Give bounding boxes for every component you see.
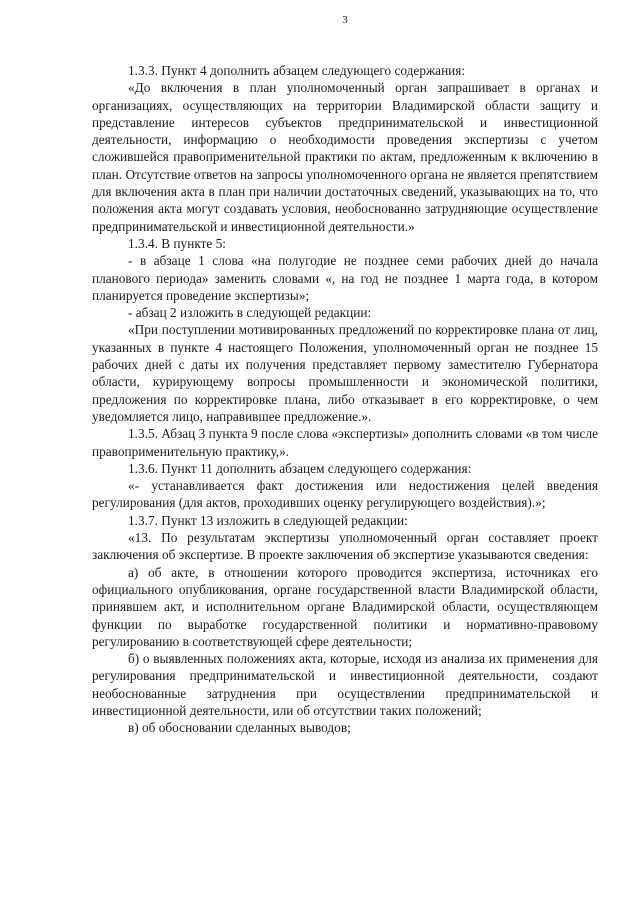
paragraph-item-13: «13. По результатам экспертизы уполномоченный орган составляет проект заключения об экспертизе. В проекте заключения об экспертизе указываются сведения: — [92, 530, 598, 563]
paragraph-quote-goals: «- устанавливается факт достижения или недостижения целей введения регулирования (для актов, проходивших оценку регулирующего воздействия).»; — [92, 478, 598, 511]
page-number: 3 — [342, 14, 348, 26]
paragraph-item-v: в) об обосновании сделанных выводов; — [128, 720, 351, 736]
paragraph-abzac-2: - абзац 2 изложить в следующей редакции: — [128, 305, 372, 321]
paragraph-1-3-4: 1.3.4. В пункте 5: — [128, 235, 226, 251]
paragraph-abzac-1: - в абзаце 1 слова «на полугодие не позднее семи рабочих дней до начала планового периода» заменить словами «, на год не позднее 1 марта года, в котором планируется проведение экспертизы»; — [92, 253, 598, 303]
paragraph-1-3-6: 1.3.6. Пункт 11 дополнить абзацем следующего содержания: — [128, 460, 472, 476]
paragraph-item-b: б) о выявленных положениях акта, которые, исходя из анализа их применения для регулирования предпринимательской и инвестиционной деятельности, создают необоснованные затруднения при осуществлении предпринимательской и инвестиционной деятельности, или об отсутствии таких положений; — [92, 651, 598, 718]
paragraph-1-3-7: 1.3.7. Пункт 13 изложить в следующей редакции: — [128, 512, 408, 528]
paragraph-1-3-5: 1.3.5. Абзац 3 пункта 9 после слова «экспертизы» дополнить словами «в том числе правоприменительную практику,». — [92, 426, 598, 459]
document-body — [92, 62, 598, 737]
paragraph-1-3-3: 1.3.3. Пункт 4 дополнить абзацем следующего содержания: — [128, 63, 466, 78]
paragraph-quote-correction: «При поступлении мотивированных предложений по корректировке плана от лиц, указанных в пункте 4 настоящего Положения, уполномоченный орган не позднее 15 рабочих дней с даты их получения представляет первому заместителю Губернатора области, курирующему вопросы промышленности и экономической политики, предложения по корректировке плана, либо отказывает в его корректировке, о чем уведомляется лицо, направившее предложение.». — [92, 322, 598, 424]
paragraph-quote-planning: «До включения в план уполномоченный орган запрашивает в органах и организациях, осуществляющих на территории Владимирской области защиту и представление интересов субъектов предпринимательской и инвестиционной деятельности, информацию о необходимости проведения экспертизы с учетом сложившейся правоприменительной практики по актам, предложенным к включению в план. Отсутствие ответов на запросы уполномоченного органа не является препятствием для включения акта в план при наличии достаточных сведений, указывающих на то, что положения акта могут создавать условия, необоснованно затрудняющие осуществление предпринимательской и инвестиционной деятельности.» — [92, 80, 598, 234]
paragraph-item-a: а) об акте, в отношении которого проводится экспертиза, источниках его официального опубликования, органе государственной власти Владимирской области, принявшем акт, и исполнительном органе Владимирской области, осуществляющем функции по выработке государственной политики и нормативно-правовому регулированию в соответствующей сфере деятельности; — [92, 564, 598, 649]
